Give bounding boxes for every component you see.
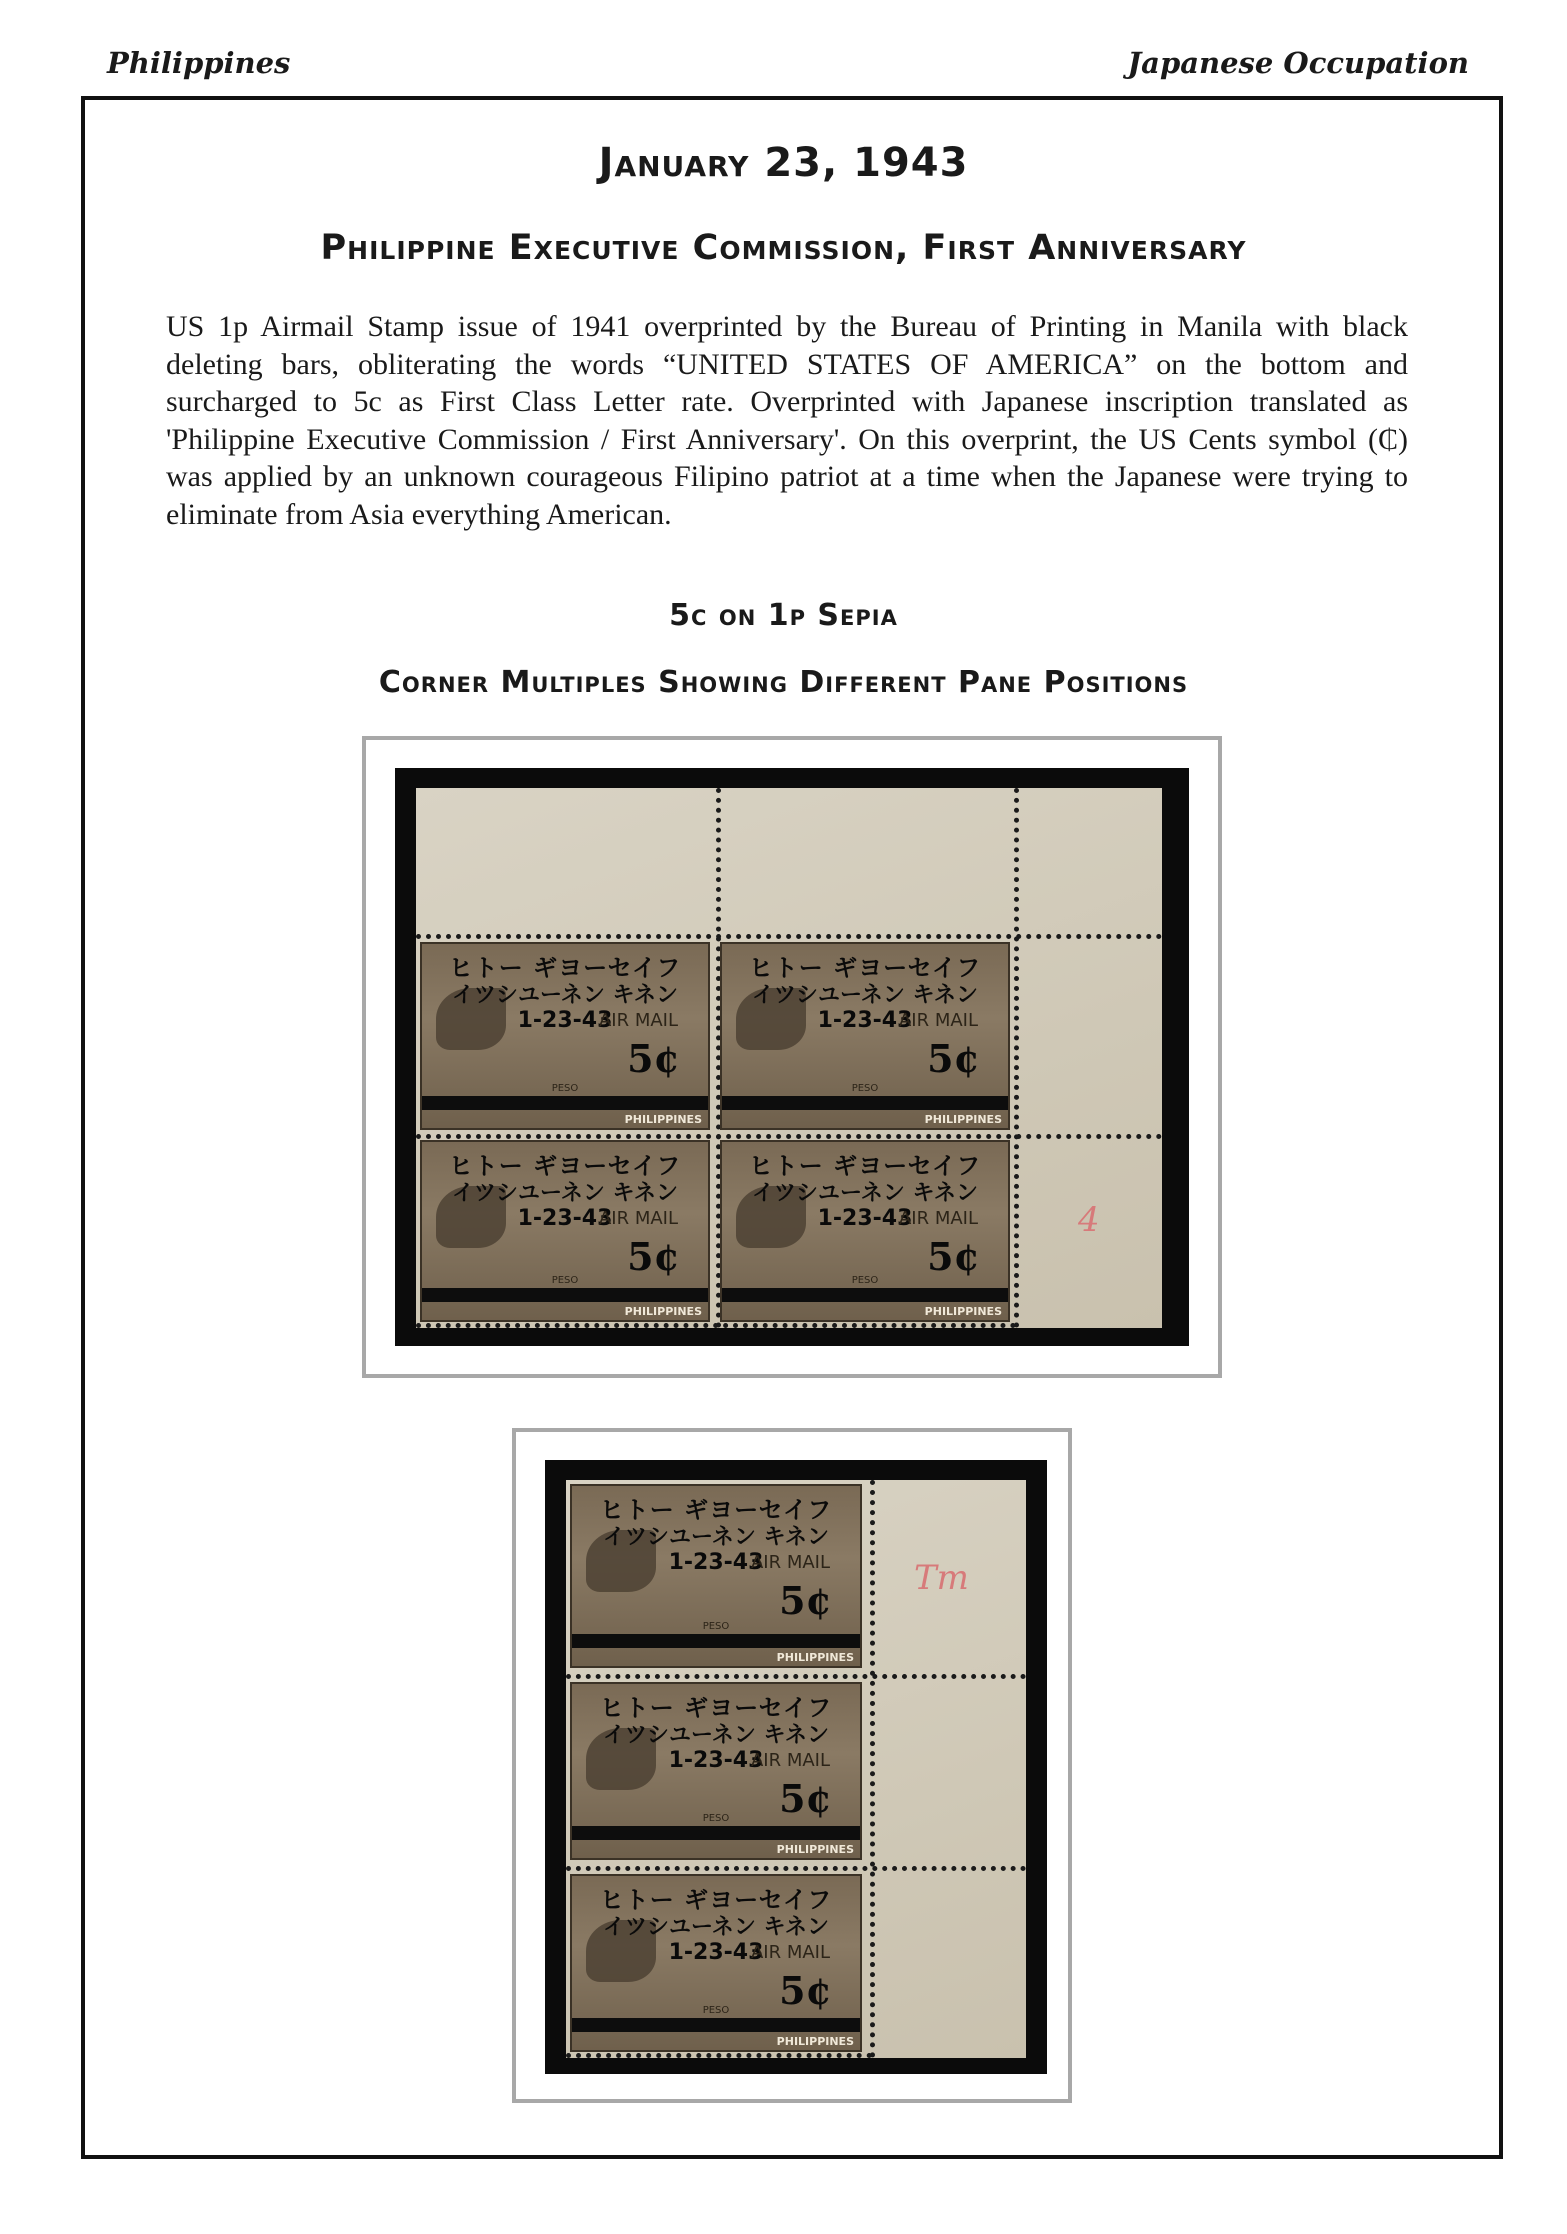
- surcharge: 5¢: [779, 1968, 832, 2013]
- stamp: [570, 1682, 862, 1860]
- surcharge: 5¢: [627, 1036, 680, 1081]
- airmail-text: AIR MAIL: [898, 1010, 978, 1031]
- overprint-line-1: ヒトー ギヨーセイフ: [748, 1152, 982, 1180]
- country-text: PHILIPPINES: [776, 1843, 854, 1856]
- multiples-heading: Corner Multiples Showing Different Pane Positions: [378, 665, 1189, 700]
- overprint-line-2: イツシユーネン キネン: [602, 1525, 830, 1550]
- overprint-line-2: イツシユーネン キネン: [751, 983, 979, 1008]
- page-title: January 23, 1943: [598, 140, 969, 186]
- strip-mount-background: [545, 1460, 1047, 2074]
- stamp: [570, 1874, 862, 2052]
- deleting-bar: [722, 1288, 1008, 1302]
- stamp: [570, 1484, 862, 1668]
- overprint-line-1: ヒトー ギヨーセイフ: [599, 1886, 833, 1914]
- strip-of-three-sheet: [566, 1480, 1026, 2058]
- stamp-heading: 5c on 1p Sepia: [669, 598, 898, 633]
- deleting-bar: [572, 2018, 860, 2032]
- perforation-row: [566, 1674, 1026, 1679]
- overprint-date: 1-23-43: [668, 1550, 764, 1575]
- stamp: [420, 1140, 710, 1322]
- overprint-line-2: イツシユーネン キネン: [751, 1181, 979, 1206]
- overprint-line-1: ヒトー ギヨーセイフ: [599, 1496, 833, 1524]
- margin-pencil-mark: Tm: [914, 1558, 969, 1598]
- surcharge: 5¢: [779, 1776, 832, 1821]
- airmail-text: AIR MAIL: [598, 1010, 678, 1031]
- country-text: PHILIPPINES: [924, 1113, 1002, 1126]
- peso-text: PESO: [702, 1621, 730, 1632]
- deleting-bar: [572, 1826, 860, 1840]
- surcharge: 5¢: [927, 1036, 980, 1081]
- page-subtitle: Philippine Executive Commission, First Anniversary: [320, 228, 1247, 268]
- overprint-line-1: ヒトー ギヨーセイフ: [748, 954, 982, 982]
- strip-of-three-mount: [512, 1428, 1072, 2103]
- airmail-text: AIR MAIL: [750, 1750, 830, 1771]
- airmail-text: AIR MAIL: [750, 1942, 830, 1963]
- perforation-row: [566, 2053, 872, 2058]
- peso-text: PESO: [851, 1275, 879, 1286]
- overprint-date: 1-23-43: [668, 1748, 764, 1773]
- overprint-line-1: ヒトー ギヨーセイフ: [599, 1694, 833, 1722]
- overprint-date: 1-23-43: [517, 1008, 613, 1033]
- perforation-column: [1014, 788, 1019, 1328]
- overprint-line-1: ヒトー ギヨーセイフ: [448, 954, 682, 982]
- country-text: PHILIPPINES: [776, 1651, 854, 1664]
- overprint-date: 1-23-43: [517, 1206, 613, 1231]
- country-text: PHILIPPINES: [624, 1305, 702, 1318]
- margin-pencil-mark: 4: [1078, 1200, 1100, 1240]
- peso-text: PESO: [702, 2005, 730, 2016]
- perforation-row: [416, 1134, 1162, 1139]
- perforation-column: [870, 1480, 875, 2058]
- perforation-row: [416, 934, 1162, 939]
- overprint-line-2: イツシユーネン キネン: [602, 1915, 830, 1940]
- surcharge: 5¢: [627, 1234, 680, 1279]
- stamp: [720, 1140, 1010, 1322]
- overprint-date: 1-23-43: [817, 1206, 913, 1231]
- deleting-bar: [722, 1096, 1008, 1110]
- peso-text: PESO: [702, 1813, 730, 1824]
- peso-text: PESO: [551, 1083, 579, 1094]
- overprint-line-2: イツシユーネン キネン: [451, 1181, 679, 1206]
- overprint-line-1: ヒトー ギヨーセイフ: [448, 1152, 682, 1180]
- overprint-date: 1-23-43: [668, 1940, 764, 1965]
- peso-text: PESO: [551, 1275, 579, 1286]
- deleting-bar: [572, 1634, 860, 1648]
- airmail-text: AIR MAIL: [598, 1208, 678, 1229]
- deleting-bar: [422, 1096, 708, 1110]
- country-text: PHILIPPINES: [776, 2035, 854, 2048]
- overprint-line-2: イツシユーネン キネン: [451, 983, 679, 1008]
- overprint-line-2: イツシユーネン キネン: [602, 1723, 830, 1748]
- header-country: Philippines: [107, 46, 291, 80]
- surcharge: 5¢: [927, 1234, 980, 1279]
- header-topic: Japanese Occupation: [1127, 46, 1469, 80]
- overprint-date: 1-23-43: [817, 1008, 913, 1033]
- perforation-row: [566, 1866, 1026, 1871]
- country-text: PHILIPPINES: [924, 1305, 1002, 1318]
- stamp: [420, 942, 710, 1130]
- peso-text: PESO: [851, 1083, 879, 1094]
- airmail-text: AIR MAIL: [750, 1552, 830, 1573]
- surcharge: 5¢: [779, 1578, 832, 1623]
- block-mount-background: [395, 768, 1189, 1346]
- block-of-four-sheet: [416, 788, 1162, 1328]
- stamp: [720, 942, 1010, 1130]
- country-text: PHILIPPINES: [624, 1113, 702, 1126]
- description-paragraph: US 1p Airmail Stamp issue of 1941 overprinted by the Bureau of Printing in Manila with black deleting bars, obliterating the words “UNITED STATES OF AMERICA” on the bottom and surcharged to 5c as First Class Letter rate. Overprinted with Japanese inscription translated as 'Philippine Executive Commission / First Anniversary'. On this overprint, the US Cents symbol (₵) was applied by an unknown courageous Filipino patriot at a time when the Japanese were trying to eliminate from Asia everything American.: [166, 310, 1408, 531]
- deleting-bar: [422, 1288, 708, 1302]
- airmail-text: AIR MAIL: [898, 1208, 978, 1229]
- block-of-four-mount: [362, 736, 1222, 1378]
